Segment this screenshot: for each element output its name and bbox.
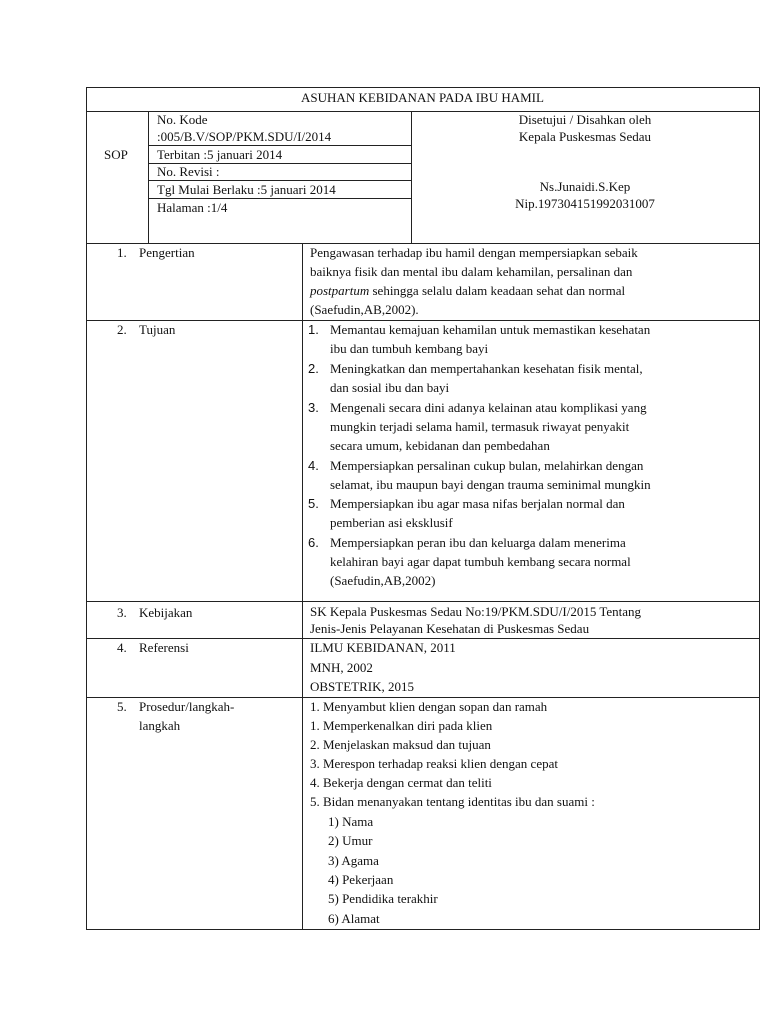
halaman: Halaman :1/4: [157, 200, 228, 215]
approver-name: Ns.Junaidi.S.Kep: [539, 179, 631, 194]
tujuan-item-line: ibu dan tumbuh kembang bayi: [330, 341, 489, 356]
tujuan-item-line: Memantau kemajuan kehamilan untuk memastikan kesehatan: [330, 322, 651, 337]
section-number: 2.: [117, 322, 127, 337]
tujuan-item-number: 5.: [308, 496, 319, 511]
section-label: Prosedur/langkah-: [139, 699, 235, 714]
tujuan-item-number: 3.: [308, 400, 319, 415]
document-title: ASUHAN KEBIDANAN PADA IBU HAMIL: [301, 90, 544, 105]
section-label: Referensi: [139, 640, 189, 655]
sop-label: SOP: [104, 147, 128, 162]
tujuan-item-line: Meningkatkan dan mempertahankan kesehatan fisik mental,: [330, 361, 643, 376]
identitas-subitem: 5) Pendidika terakhir: [328, 891, 438, 906]
tujuan-item-line: Mempersiapkan ibu agar masa nifas berjalan normal dan: [330, 496, 625, 511]
section-number: 5.: [117, 699, 127, 714]
section-number: 3.: [117, 605, 127, 620]
pengertian-line-2: baiknya fisik dan mental ibu dalam kehamilan, persalinan dan: [310, 264, 633, 279]
pengertian-line-4: (Saefudin,AB,2002).: [310, 302, 419, 317]
tujuan-item-line: Mempersiapkan persalinan cukup bulan, melahirkan dengan: [330, 458, 644, 473]
prosedur-step: 2. Menjelaskan maksud dan tujuan: [310, 737, 491, 752]
tujuan-item-line: kelahiran bayi agar dapat tumbuh kembang secara normal: [330, 554, 631, 569]
kebijakan-line-2: Jenis-Jenis Pelayanan Kesehatan di Puskesmas Sedau: [310, 621, 590, 636]
tujuan-item-line: Mempersiapkan peran ibu dan keluarga dalam menerima: [330, 535, 626, 550]
prosedur-step: 1. Memperkenalkan diri pada klien: [310, 718, 493, 733]
tujuan-item-number: 2.: [308, 361, 319, 376]
section-label: Pengertian: [139, 245, 195, 260]
tujuan-item-line: secara umum, kebidanan dan pembedahan: [330, 438, 550, 453]
section-label: Kebijakan: [139, 605, 193, 620]
referensi-item: ILMU KEBIDANAN, 2011: [310, 640, 456, 655]
pengertian-line-3-rest: sehingga selalu dalam keadaan sehat dan normal: [369, 283, 626, 298]
section-number: 4.: [117, 640, 127, 655]
tujuan-item-line: (Saefudin,AB,2002): [330, 573, 436, 588]
approval-line-1: Disetujui / Disahkan oleh: [518, 112, 652, 127]
tujuan-item-line: mungkin terjadi selama hamil, termasuk riwayat penyakit: [330, 419, 630, 434]
prosedur-step: 3. Merespon terhadap reaksi klien dengan cepat: [310, 756, 558, 771]
pengertian-line-3: [310, 281, 625, 300]
referensi-item: MNH, 2002: [310, 660, 373, 675]
rule: [148, 111, 149, 243]
tujuan-item-number: 4.: [308, 458, 319, 473]
tujuan-item-line: Mengenali secara dini adanya kelainan atau komplikasi yang: [330, 400, 647, 415]
identitas-subitem: 2) Umur: [328, 833, 373, 848]
section-label: Tujuan: [139, 322, 176, 337]
rule: [302, 243, 303, 930]
approval-line-2: Kepala Puskesmas Sedau: [518, 129, 652, 144]
prosedur-step: 5. Bidan menanyakan tentang identitas ibu dan suami :: [310, 794, 595, 809]
rule: [759, 87, 760, 930]
section-number: 1.: [117, 245, 127, 260]
identitas-subitem: 3) Agama: [328, 853, 379, 868]
kode-value: :005/B.V/SOP/PKM.SDU/I/2014: [157, 129, 332, 144]
identitas-subitem: 6) Alamat: [328, 911, 380, 926]
tujuan-item-number: 6.: [308, 535, 319, 550]
identitas-subitem: 1) Nama: [328, 814, 374, 829]
identitas-subitem: 4) Pekerjaan: [328, 872, 394, 887]
prosedur-step: 1. Menyambut klien dengan sopan dan ramah: [310, 699, 548, 714]
referensi-item: OBSTETRIK, 2015: [310, 679, 414, 694]
tujuan-item-line: dan sosial ibu dan bayi: [330, 380, 450, 395]
revisi: No. Revisi :: [157, 164, 220, 179]
kode-label: No. Kode: [157, 112, 208, 127]
terbitan: Terbitan :5 januari 2014: [157, 147, 283, 162]
pengertian-line-1: Pengawasan terhadap ibu hamil dengan mempersiapkan sebaik: [310, 245, 638, 260]
pengertian-italic-term: postpartum: [310, 283, 370, 298]
rule: [86, 87, 87, 930]
tujuan-item-line: pemberian asi eksklusif: [330, 515, 453, 530]
rule: [86, 929, 759, 930]
section-label-cont: langkah: [139, 718, 181, 733]
tgl-mulai: Tgl Mulai Berlaku :5 januari 2014: [157, 182, 336, 197]
approver-nip: Nip.197304151992031007: [515, 196, 655, 211]
tujuan-item-line: selamat, ibu maupun bayi dengan trauma seminimal mungkin: [330, 477, 651, 492]
prosedur-step: 4. Bekerja dengan cermat dan teliti: [310, 775, 492, 790]
kebijakan-line-1: SK Kepala Puskesmas Sedau No:19/PKM.SDU/I/2015 Tentang: [310, 604, 642, 619]
rule: [86, 601, 759, 602]
tujuan-item-number: 1.: [308, 322, 319, 337]
